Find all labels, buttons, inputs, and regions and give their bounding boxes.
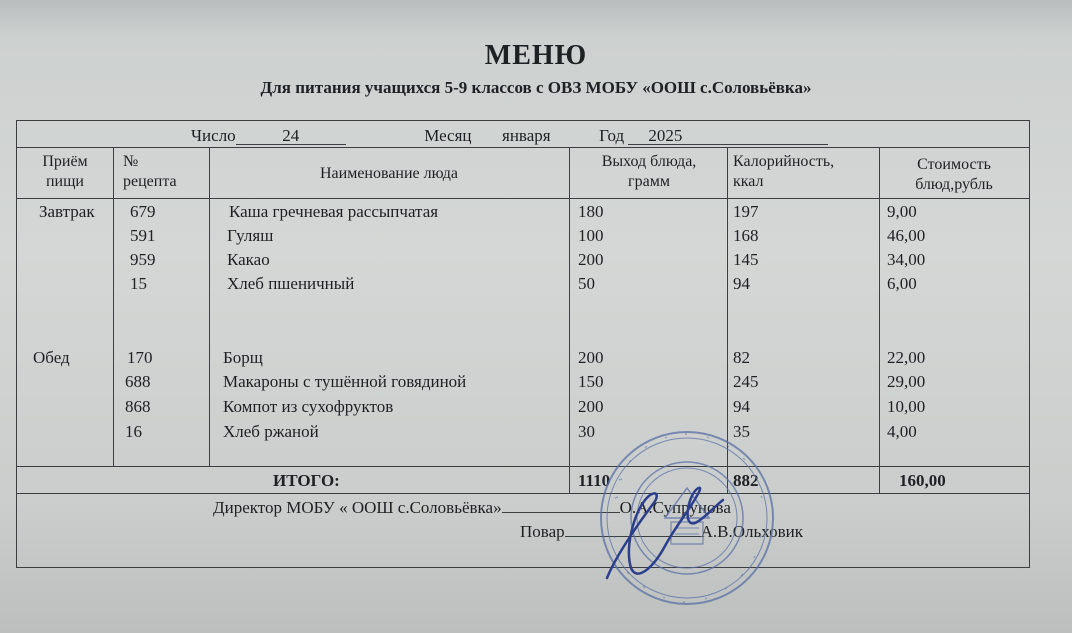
year-value: 2025 [628,127,828,145]
row-cost: 46,00 [887,226,926,245]
row-calories: 82 [733,348,750,367]
month-label: Месяц [424,126,472,145]
row-recipe: 688 [125,372,151,391]
row-dish: Какао [227,250,270,269]
document-title: МЕНЮ [484,40,588,71]
row-yield: 180 [578,202,604,221]
director-name: О.А.Супрунова [619,498,731,517]
row-recipe: 591 [130,226,156,245]
col-divider-recipe [209,147,210,466]
row-dish: Гуляш [227,226,274,245]
row-recipe: 959 [130,250,156,269]
row-recipe: 15 [130,274,147,293]
row-cost: 29,00 [887,372,926,391]
row-calories: 35 [733,422,750,441]
row-recipe: 16 [125,422,142,441]
row-yield: 150 [578,372,604,391]
year-label: Год [599,126,625,145]
meal-breakfast: Завтрак [39,202,95,221]
col-divider-meal [113,147,114,466]
row-dish: Компот из сухофруктов [223,397,394,416]
totals-row-bottom-divider [17,493,1029,494]
col-divider-dish [569,147,570,493]
row-calories: 94 [733,274,750,293]
header-row-divider [17,198,1029,199]
row-dish: Хлеб пшеничный [227,274,355,293]
cook-name: А.В.Ольховик [700,522,803,541]
row-yield: 30 [578,422,595,441]
row-recipe: 679 [130,202,156,221]
date-line [191,127,828,145]
row-yield: 200 [578,348,604,367]
row-cost: 34,00 [887,250,926,269]
round-seal-icon [595,418,780,628]
totals-label: ИТОГО: [273,471,340,490]
row-recipe: 170 [127,348,153,367]
totals-cost: 160,00 [899,471,946,490]
row-yield: 200 [578,397,604,416]
row-cost: 10,00 [887,397,926,416]
row-cost: 9,00 [887,202,917,221]
row-cost: 6,00 [887,274,917,293]
row-calories: 94 [733,397,750,416]
row-calories: 145 [733,250,759,269]
month-value: января [502,126,551,145]
day-value: 24 [236,127,346,145]
row-recipe: 868 [125,397,151,416]
row-yield: 50 [578,274,595,293]
row-dish: Хлеб ржаной [223,422,319,441]
cook-label: Повар [520,522,565,541]
row-calories: 245 [733,372,759,391]
menu-table [16,120,1030,568]
row-yield: 100 [578,226,604,245]
row-yield: 200 [578,250,604,269]
totals-calories: 882 [733,471,759,490]
col-header-dish: Наименование люда [319,165,459,182]
row-calories: 197 [733,202,759,221]
date-row-divider [17,147,1029,148]
totals-row-top-divider [17,466,1029,467]
col-header-calories: Калорийность, ккал [733,153,835,190]
col-divider-calories [879,147,880,493]
row-dish: Каша гречневая рассыпчатая [229,202,439,221]
day-label: Число [191,126,236,145]
col-header-yield: Выход блюда, грамм [601,153,697,190]
col-header-recipe: № рецепта [123,153,177,190]
row-cost: 4,00 [887,422,917,441]
col-header-cost: Стоимость блюд,рубль [915,156,993,193]
totals-yield: 1110 [578,471,611,490]
director-label: Директор МОБУ « ООШ с.Соловьёвка» [213,498,502,517]
meal-lunch: Обед [33,348,70,367]
row-dish: Макароны с тушённой говядиной [223,372,467,391]
document-subtitle: Для питания учащихся 5-9 классов с ОВЗ МОБУ «ООШ с.Соловьёвка» [260,78,812,97]
row-dish: Борщ [223,348,263,367]
row-calories: 168 [733,226,759,245]
col-header-meal: Приём пищи [42,153,88,190]
row-cost: 22,00 [887,348,926,367]
